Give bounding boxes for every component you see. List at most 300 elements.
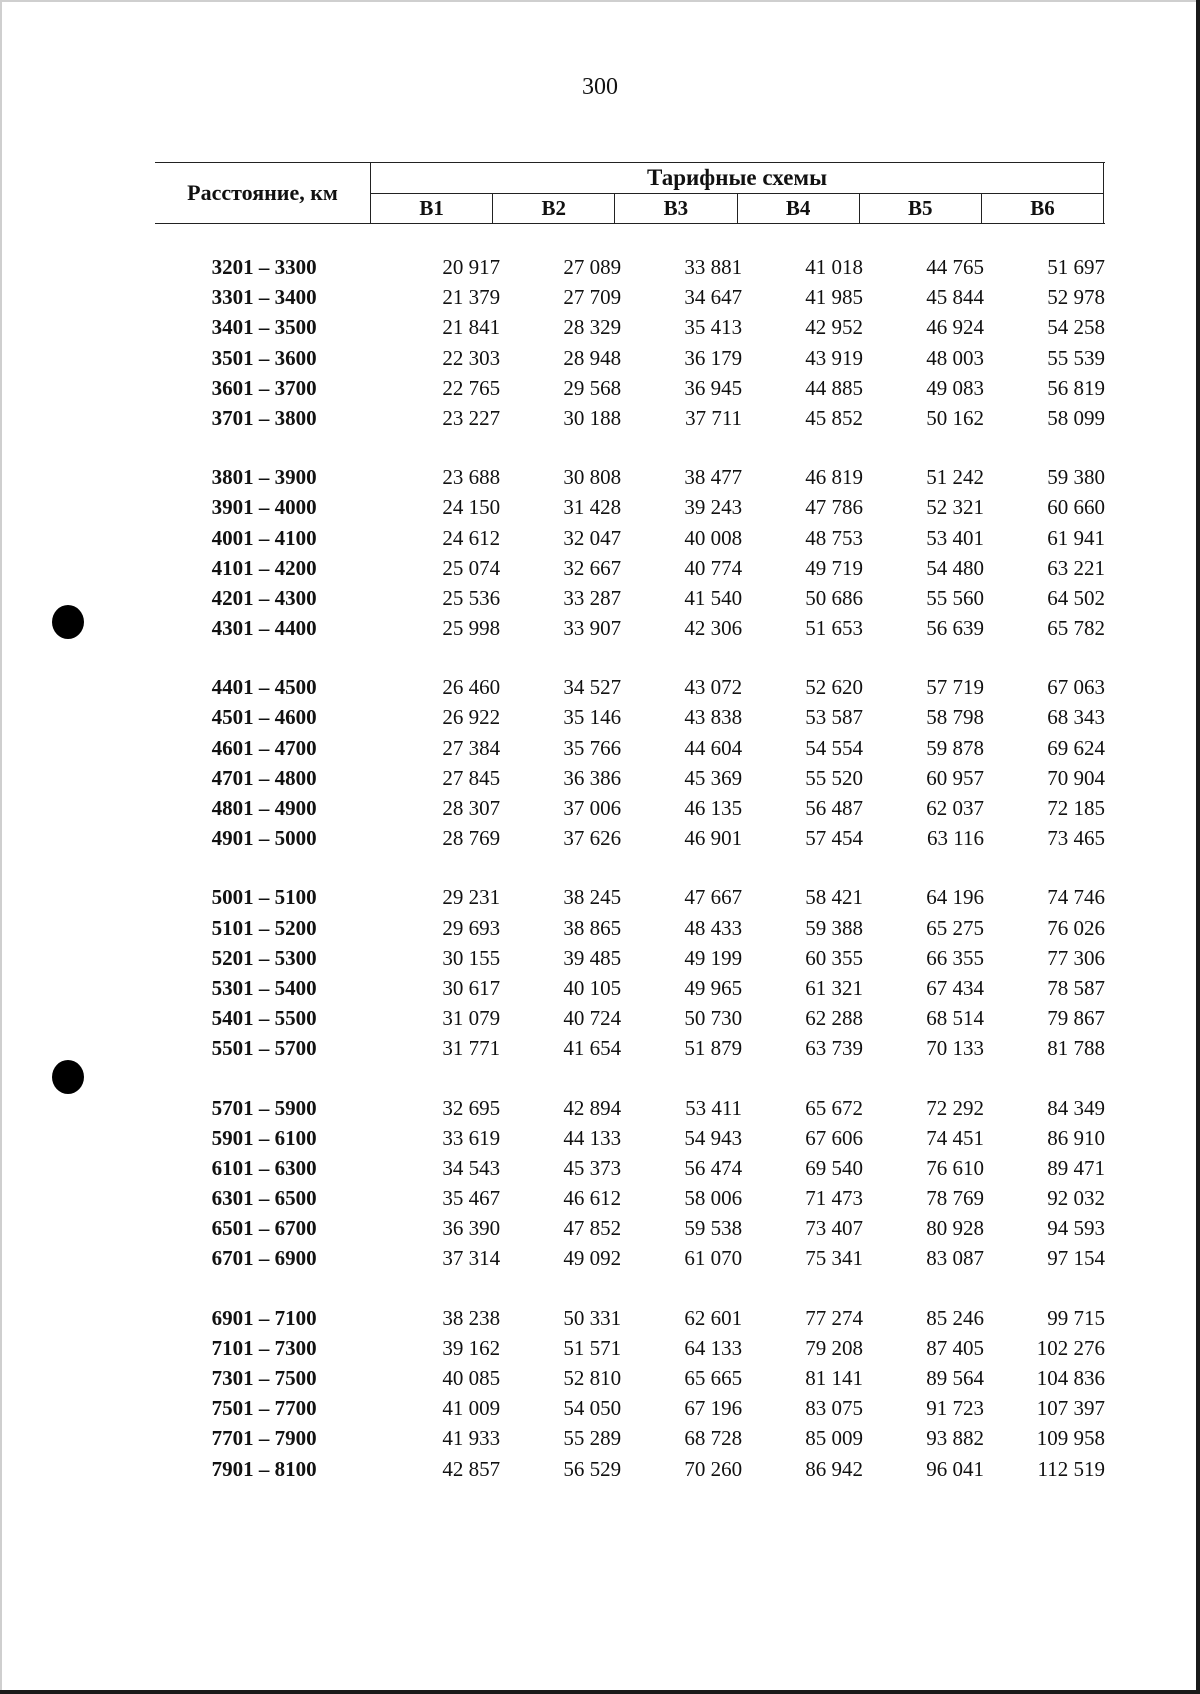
scan-edge-bottom — [0, 1690, 1200, 1694]
tariff-value-cell: 50 686 — [805, 585, 864, 610]
tariff-value-cell: 27 845 — [442, 765, 501, 790]
tariff-value-cell: 43 838 — [684, 705, 743, 730]
tariff-value-cell: 70 133 — [926, 1036, 984, 1061]
table-row — [155, 1423, 1105, 1453]
tariff-value-cell: 45 373 — [563, 1155, 622, 1180]
tariff-value-cell: 25 074 — [442, 555, 501, 580]
table-row — [155, 553, 1105, 583]
tariff-value-cell: 33 619 — [442, 1125, 501, 1150]
tariff-value-cell: 52 620 — [805, 675, 864, 700]
distance-range-cell: 5301 – 5400 — [211, 975, 317, 1000]
table-row — [155, 1093, 1105, 1123]
tariff-value-cell: 34 543 — [442, 1155, 501, 1180]
tariff-value-cell: 25 536 — [442, 585, 501, 610]
tariff-value-cell: 21 379 — [442, 285, 501, 310]
tariff-value-cell: 35 413 — [684, 315, 743, 340]
tariff-value-cell: 40 105 — [563, 975, 622, 1000]
table-header — [155, 162, 1105, 224]
tariff-value-cell: 58 421 — [805, 885, 864, 910]
table-row — [155, 462, 1105, 492]
tariff-value-cell: 54 050 — [563, 1396, 622, 1421]
distance-range-cell: 5401 – 5500 — [211, 1006, 317, 1031]
tariff-value-cell: 55 560 — [926, 585, 984, 610]
column-header-b5: В5 — [860, 194, 982, 223]
tariff-value-cell: 38 238 — [442, 1305, 501, 1330]
tariff-value-cell: 29 231 — [442, 885, 501, 910]
tariff-value-cell: 35 766 — [563, 735, 622, 760]
tariff-value-cell: 81 788 — [1047, 1036, 1105, 1061]
tariff-value-cell: 36 386 — [563, 765, 622, 790]
table-row — [155, 1183, 1105, 1213]
tariff-value-cell: 57 454 — [805, 826, 864, 851]
tariff-value-cell: 51 653 — [805, 616, 864, 641]
tariff-value-cell: 48 433 — [684, 915, 743, 940]
distance-range-cell: 7301 – 7500 — [211, 1366, 317, 1390]
tariff-value-cell: 66 355 — [926, 945, 984, 970]
tariff-value-cell: 58 006 — [684, 1186, 743, 1211]
tariff-value-cell: 46 612 — [563, 1186, 622, 1211]
tariff-value-cell: 104 836 — [1036, 1366, 1105, 1390]
tariff-value-cell: 33 907 — [563, 616, 622, 641]
tariff-value-cell: 32 047 — [563, 525, 622, 550]
tariff-value-cell: 36 390 — [442, 1216, 501, 1241]
distance-range-cell: 4501 – 4600 — [211, 705, 317, 730]
tariff-value-cell: 63 739 — [805, 1036, 864, 1061]
tariff-value-cell: 109 958 — [1036, 1426, 1105, 1451]
tariff-value-cell: 31 771 — [442, 1036, 501, 1061]
tariff-value-cell: 47 852 — [563, 1216, 622, 1241]
tariff-value-cell: 96 041 — [926, 1456, 984, 1481]
tariff-value-cell: 56 639 — [926, 616, 984, 641]
tariff-value-cell: 112 519 — [1037, 1456, 1105, 1481]
tariff-value-cell: 40 008 — [684, 525, 743, 550]
tariff-value-cell: 42 857 — [442, 1456, 501, 1481]
tariff-value-cell: 59 380 — [1047, 465, 1105, 490]
punch-hole-mark — [52, 605, 84, 639]
tariff-value-cell: 44 885 — [805, 375, 864, 400]
tariff-value-cell: 62 037 — [926, 796, 984, 820]
tariff-value-cell: 42 306 — [684, 616, 743, 641]
tariff-value-cell: 46 135 — [684, 796, 743, 820]
tariff-value-cell: 70 904 — [1047, 765, 1105, 790]
tariff-value-cell: 87 405 — [926, 1335, 984, 1360]
tariff-value-cell: 86 942 — [805, 1456, 864, 1481]
tariff-value-cell: 53 587 — [805, 705, 864, 730]
tariff-value-cell: 31 079 — [442, 1006, 501, 1031]
tariff-value-cell: 60 355 — [805, 945, 864, 970]
tariff-value-cell: 50 162 — [926, 405, 984, 430]
tariff-value-cell: 32 667 — [563, 555, 622, 580]
distance-range-cell: 4801 – 4900 — [211, 796, 317, 820]
tariff-value-cell: 89 471 — [1047, 1155, 1105, 1180]
tariff-value-cell: 36 179 — [684, 345, 743, 370]
tariff-value-cell: 85 009 — [805, 1426, 864, 1451]
tariff-value-cell: 27 709 — [563, 285, 622, 310]
tariff-value-cell: 61 941 — [1047, 525, 1105, 550]
tariff-value-cell: 41 654 — [563, 1036, 622, 1061]
scan-edge-left — [0, 0, 2, 1694]
table-row — [155, 1454, 1105, 1484]
distance-range-cell: 3301 – 3400 — [211, 285, 317, 310]
tariff-value-cell: 37 711 — [685, 405, 743, 430]
tariff-value-cell: 69 540 — [805, 1155, 864, 1180]
tariff-value-cell: 31 428 — [563, 495, 622, 520]
tariff-schemes-title: Тарифные схемы — [371, 163, 1103, 194]
table-row — [155, 733, 1105, 763]
tariff-value-cell: 25 998 — [442, 616, 501, 641]
tariff-value-cell: 60 660 — [1047, 495, 1105, 520]
distance-range-cell: 4701 – 4800 — [211, 765, 317, 790]
column-header-b3: В3 — [615, 194, 737, 223]
tariff-value-cell: 86 910 — [1047, 1125, 1105, 1150]
table-row — [155, 523, 1105, 553]
tariff-value-cell: 76 610 — [926, 1155, 984, 1180]
distance-range-cell: 5701 – 5900 — [211, 1095, 317, 1120]
tariff-value-cell: 67 606 — [805, 1125, 864, 1150]
tariff-value-cell: 28 329 — [563, 315, 622, 340]
tariff-value-cell: 23 227 — [442, 405, 501, 430]
column-header-b2: В2 — [493, 194, 615, 223]
tariff-value-cell: 61 321 — [805, 975, 864, 1000]
tariff-value-cell: 24 150 — [442, 495, 501, 520]
tariff-value-cell: 26 460 — [442, 675, 501, 700]
tariff-value-cell: 49 083 — [926, 375, 984, 400]
tariff-value-cell: 49 719 — [805, 555, 864, 580]
tariff-value-cell: 43 919 — [805, 345, 864, 370]
tariff-value-cell: 93 882 — [926, 1426, 984, 1451]
tariff-value-cell: 30 188 — [563, 405, 622, 430]
tariff-value-cell: 40 085 — [442, 1366, 501, 1390]
tariff-value-cell: 49 092 — [563, 1246, 622, 1271]
tariff-value-cell: 26 922 — [442, 705, 501, 730]
tariff-value-cell: 62 601 — [684, 1305, 743, 1330]
tariff-value-cell: 60 957 — [926, 765, 984, 790]
scheme-column-headers — [371, 194, 1103, 223]
tariff-value-cell: 24 612 — [442, 525, 501, 550]
tariff-value-cell: 45 369 — [684, 765, 743, 790]
table-row — [155, 913, 1105, 943]
table-row — [155, 583, 1105, 613]
tariff-value-cell: 52 810 — [563, 1366, 622, 1390]
table-row — [155, 793, 1105, 823]
distance-range-cell: 5001 – 5100 — [211, 885, 317, 910]
table-row — [155, 1303, 1105, 1333]
tariff-value-cell: 55 539 — [1047, 345, 1105, 370]
tariff-value-cell: 63 221 — [1047, 555, 1105, 580]
tariff-value-cell: 51 697 — [1047, 255, 1105, 279]
distance-range-cell: 6701 – 6900 — [211, 1246, 317, 1271]
table-row — [155, 1153, 1105, 1183]
tariff-value-cell: 30 808 — [563, 465, 622, 490]
table-row — [155, 672, 1105, 702]
tariff-value-cell: 45 852 — [805, 405, 864, 430]
distance-range-cell: 4201 – 4300 — [211, 585, 317, 610]
tariff-value-cell: 46 901 — [684, 826, 743, 851]
tariff-value-cell: 23 688 — [442, 465, 501, 490]
tariff-value-cell: 41 009 — [442, 1396, 501, 1421]
tariff-value-cell: 65 672 — [805, 1095, 864, 1120]
tariff-value-cell: 33 881 — [684, 255, 743, 279]
table-row — [155, 1333, 1105, 1363]
tariff-value-cell: 48 003 — [926, 345, 984, 370]
tariff-value-cell: 49 965 — [684, 975, 743, 1000]
distance-range-cell: 5501 – 5700 — [211, 1036, 317, 1061]
punch-hole-mark — [52, 1060, 84, 1094]
tariff-value-cell: 28 948 — [563, 345, 622, 370]
tariff-value-cell: 39 243 — [684, 495, 743, 520]
scan-edge-top — [0, 0, 1200, 2]
table-row — [155, 252, 1105, 282]
tariff-value-cell: 29 693 — [442, 915, 501, 940]
table-row — [155, 1243, 1105, 1273]
table-row — [155, 882, 1105, 912]
tariff-value-cell: 65 665 — [684, 1366, 743, 1390]
table-row — [155, 1123, 1105, 1153]
tariff-value-cell: 51 242 — [926, 465, 984, 490]
tariff-value-cell: 99 715 — [1047, 1305, 1105, 1330]
tariff-value-cell: 70 260 — [684, 1456, 743, 1481]
table-row — [155, 1213, 1105, 1243]
tariff-value-cell: 84 349 — [1047, 1095, 1105, 1120]
tariff-value-cell: 34 527 — [563, 675, 622, 700]
column-header-b4: В4 — [738, 194, 860, 223]
tariff-value-cell: 81 141 — [805, 1366, 864, 1390]
tariff-value-cell: 45 844 — [926, 285, 984, 310]
tariff-value-cell: 67 063 — [1047, 675, 1105, 700]
distance-range-cell: 3401 – 3500 — [211, 315, 317, 340]
table-row — [155, 403, 1105, 433]
tariff-value-cell: 64 133 — [684, 1335, 743, 1360]
tariff-value-cell: 51 879 — [684, 1036, 743, 1061]
tariff-value-cell: 39 162 — [442, 1335, 501, 1360]
tariff-value-cell: 102 276 — [1036, 1335, 1105, 1360]
tariff-value-cell: 41 933 — [442, 1426, 501, 1451]
tariff-value-cell: 107 397 — [1036, 1396, 1105, 1421]
tariff-value-cell: 22 765 — [442, 375, 501, 400]
tariff-value-cell: 39 485 — [563, 945, 622, 970]
table-row — [155, 613, 1105, 643]
tariff-value-cell: 79 867 — [1047, 1006, 1105, 1031]
distance-range-cell: 3601 – 3700 — [211, 375, 317, 400]
tariff-value-cell: 59 388 — [805, 915, 864, 940]
distance-range-cell: 5901 – 6100 — [211, 1125, 317, 1150]
table-row — [155, 1363, 1105, 1393]
tariff-value-cell: 59 878 — [926, 735, 984, 760]
tariff-value-cell: 47 667 — [684, 885, 743, 910]
tariff-value-cell: 38 865 — [563, 915, 622, 940]
tariff-value-cell: 41 018 — [805, 255, 864, 279]
tariff-value-cell: 43 072 — [684, 675, 743, 700]
tariff-value-cell: 59 538 — [684, 1216, 743, 1241]
tariff-value-cell: 92 032 — [1047, 1186, 1105, 1211]
tariff-value-cell: 27 089 — [563, 255, 622, 279]
tariff-value-cell: 94 593 — [1047, 1216, 1105, 1241]
distance-range-cell: 7501 – 7700 — [211, 1396, 317, 1421]
tariff-value-cell: 32 695 — [442, 1095, 501, 1120]
tariff-value-cell: 62 288 — [805, 1006, 864, 1031]
tariff-value-cell: 36 945 — [684, 375, 743, 400]
distance-range-cell: 3701 – 3800 — [211, 405, 317, 430]
distance-range-cell: 4901 – 5000 — [211, 826, 317, 851]
tariff-value-cell: 77 306 — [1047, 945, 1105, 970]
tariff-value-cell: 80 928 — [926, 1216, 984, 1241]
tariff-value-cell: 46 924 — [926, 315, 984, 340]
tariff-value-cell: 69 624 — [1047, 735, 1105, 760]
tariff-value-cell: 53 401 — [926, 525, 984, 550]
table-row — [155, 1033, 1105, 1063]
tariff-value-cell: 73 465 — [1047, 826, 1105, 851]
distance-range-cell: 4601 – 4700 — [211, 735, 317, 760]
tariff-value-cell: 48 753 — [805, 525, 864, 550]
tariff-value-cell: 55 520 — [805, 765, 864, 790]
distance-range-cell: 5201 – 5300 — [211, 945, 317, 970]
distance-range-cell: 3801 – 3900 — [211, 465, 317, 490]
distance-range-cell: 7101 – 7300 — [211, 1335, 317, 1360]
tariff-value-cell: 33 287 — [563, 585, 622, 610]
tariff-value-cell: 97 154 — [1047, 1246, 1105, 1271]
tariff-value-cell: 27 384 — [442, 735, 501, 760]
tariff-value-cell: 21 841 — [442, 315, 501, 340]
tariff-value-cell: 44 133 — [563, 1125, 622, 1150]
tariff-value-cell: 63 116 — [927, 826, 984, 851]
scan-edge-right — [1196, 0, 1200, 1694]
tariff-value-cell: 42 894 — [563, 1095, 622, 1120]
tariff-value-cell: 79 208 — [805, 1335, 864, 1360]
table-row — [155, 702, 1105, 732]
distance-range-cell: 6501 – 6700 — [211, 1216, 317, 1241]
tariff-value-cell: 68 728 — [684, 1426, 743, 1451]
tariff-value-cell: 54 554 — [805, 735, 864, 760]
tariff-value-cell: 77 274 — [805, 1305, 864, 1330]
distance-range-cell: 6301 – 6500 — [211, 1186, 317, 1211]
tariff-value-cell: 44 765 — [926, 255, 984, 279]
tariff-value-cell: 49 199 — [684, 945, 743, 970]
tariff-value-cell: 46 819 — [805, 465, 864, 490]
tariff-value-cell: 42 952 — [805, 315, 864, 340]
table-row — [155, 282, 1105, 312]
tariff-value-cell: 55 289 — [563, 1426, 622, 1451]
column-header-b1: В1 — [371, 194, 493, 223]
table-row — [155, 1003, 1105, 1033]
tariff-value-cell: 52 978 — [1047, 285, 1105, 310]
tariff-value-cell: 50 331 — [563, 1305, 622, 1330]
tariff-value-cell: 56 529 — [563, 1456, 622, 1481]
tariff-value-cell: 37 626 — [563, 826, 622, 851]
table-row — [155, 312, 1105, 342]
tariff-value-cell: 35 467 — [442, 1186, 501, 1211]
tariff-value-cell: 58 798 — [926, 705, 984, 730]
tariff-value-cell: 67 196 — [684, 1396, 743, 1421]
tariff-value-cell: 44 604 — [684, 735, 743, 760]
tariff-value-cell: 41 985 — [805, 285, 864, 310]
tariff-value-cell: 64 502 — [1047, 585, 1105, 610]
tariff-value-cell: 50 730 — [684, 1006, 743, 1031]
distance-range-cell: 5101 – 5200 — [211, 915, 317, 940]
distance-column-header: Расстояние, км — [155, 163, 371, 223]
page-number: 300 — [582, 74, 618, 100]
tariff-value-cell: 64 196 — [926, 885, 984, 910]
distance-range-cell: 3201 – 3300 — [211, 255, 317, 279]
tariff-value-cell: 40 724 — [563, 1006, 622, 1031]
tariff-value-cell: 54 943 — [684, 1125, 743, 1150]
table-row — [155, 1393, 1105, 1423]
tariff-value-cell: 72 185 — [1047, 796, 1105, 820]
tariff-value-cell: 35 146 — [563, 705, 622, 730]
tariff-value-cell: 68 514 — [926, 1006, 984, 1031]
distance-range-cell: 4301 – 4400 — [211, 616, 317, 641]
tariff-value-cell: 65 275 — [926, 915, 984, 940]
tariff-value-cell: 37 314 — [442, 1246, 501, 1271]
table-row — [155, 492, 1105, 522]
tariff-value-cell: 56 474 — [684, 1155, 743, 1180]
tariff-value-cell: 51 571 — [563, 1335, 622, 1360]
tariff-value-cell: 47 786 — [805, 495, 864, 520]
table-row — [155, 823, 1105, 853]
distance-range-cell: 3901 – 4000 — [211, 495, 317, 520]
tariff-value-cell: 73 407 — [805, 1216, 864, 1241]
tariff-value-cell: 56 819 — [1047, 375, 1105, 400]
tariff-value-cell: 54 258 — [1047, 315, 1105, 340]
tariff-value-cell: 74 746 — [1047, 885, 1105, 910]
distance-range-cell: 6901 – 7100 — [211, 1305, 317, 1330]
tariff-schemes-header — [371, 163, 1104, 223]
tariff-value-cell: 58 099 — [1047, 405, 1105, 430]
distance-range-cell: 7901 – 8100 — [211, 1456, 317, 1481]
table-row — [155, 373, 1105, 403]
tariff-value-cell: 71 473 — [805, 1186, 864, 1211]
tariff-value-cell: 52 321 — [926, 495, 984, 520]
tariff-value-cell: 74 451 — [926, 1125, 984, 1150]
distance-range-cell: 4001 – 4100 — [211, 525, 317, 550]
distance-range-cell: 4101 – 4200 — [211, 555, 317, 580]
tariff-value-cell: 76 026 — [1047, 915, 1105, 940]
tariff-value-cell: 34 647 — [684, 285, 743, 310]
table-row — [155, 343, 1105, 373]
table-row — [155, 973, 1105, 1003]
column-header-b6: В6 — [1030, 196, 1055, 220]
tariff-value-cell: 68 343 — [1047, 705, 1105, 730]
tariff-value-cell: 85 246 — [926, 1305, 984, 1330]
tariff-value-cell: 78 587 — [1047, 975, 1105, 1000]
tariff-value-cell: 30 617 — [442, 975, 501, 1000]
distance-range-cell: 7701 – 7900 — [211, 1426, 317, 1451]
tariff-value-cell: 72 292 — [926, 1095, 984, 1120]
tariff-value-cell: 83 087 — [926, 1246, 984, 1271]
tariff-value-cell: 67 434 — [926, 975, 984, 1000]
table-row — [155, 763, 1105, 793]
tariff-value-cell: 30 155 — [442, 945, 501, 970]
distance-range-cell: 3501 – 3600 — [211, 345, 317, 370]
tariff-value-cell: 22 303 — [442, 345, 501, 370]
tariff-value-cell: 28 307 — [442, 796, 501, 820]
tariff-value-cell: 29 568 — [563, 375, 622, 400]
tariff-value-cell: 56 487 — [805, 796, 864, 820]
tariff-value-cell: 38 245 — [563, 885, 622, 910]
tariff-value-cell: 38 477 — [684, 465, 743, 490]
tariff-value-cell: 83 075 — [805, 1396, 864, 1421]
tariff-value-cell: 89 564 — [926, 1366, 984, 1390]
tariff-value-cell: 91 723 — [926, 1396, 984, 1421]
tariff-value-cell: 53 411 — [685, 1095, 743, 1120]
tariff-value-cell: 41 540 — [684, 585, 743, 610]
table-row — [155, 943, 1105, 973]
tariff-value-cell: 75 341 — [805, 1246, 864, 1271]
tariff-value-cell: 61 070 — [684, 1246, 743, 1271]
tariff-value-cell: 54 480 — [926, 555, 984, 580]
tariff-value-cell: 65 782 — [1047, 616, 1105, 641]
tariff-value-cell: 37 006 — [563, 796, 622, 820]
tariff-value-cell: 28 769 — [442, 826, 501, 851]
